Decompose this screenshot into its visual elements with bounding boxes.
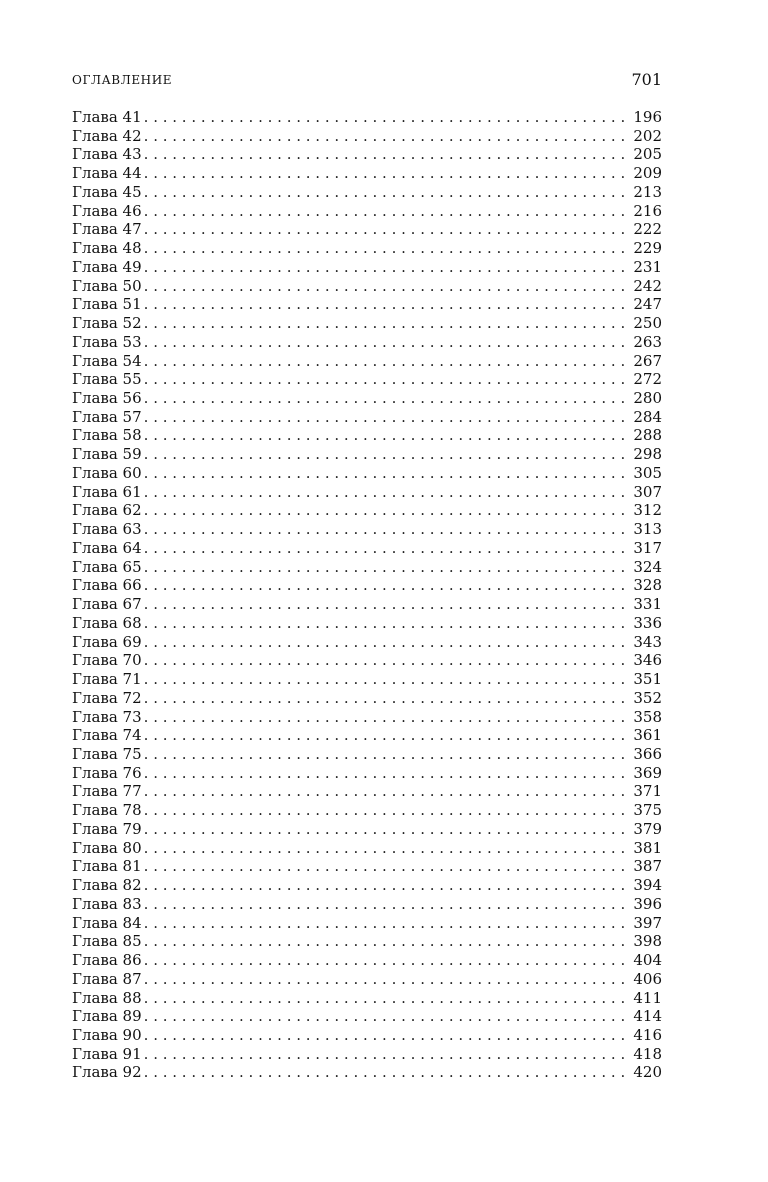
toc-entry [72,295,662,314]
toc-entry-label: Глава 70 [72,651,142,670]
toc-entry [72,689,662,708]
toc-entry-page: 343 [633,632,662,651]
toc-entry-page: 298 [633,445,662,464]
toc-entry [72,239,662,258]
toc-entry-page: 420 [633,1063,662,1082]
toc-entry-label: Глава 42 [72,126,142,145]
dot-leader [144,670,628,689]
dot-leader [144,520,628,539]
toc-entry [72,127,662,146]
toc-entry-label: Глава 52 [72,314,142,333]
toc-entry-label: Глава 69 [72,632,142,651]
toc-entry-page: 305 [633,463,662,482]
dot-leader [144,614,628,633]
toc-entry [72,764,662,783]
dot-leader [144,876,628,895]
running-head [72,70,662,92]
dot-leader [144,164,628,183]
toc-entry [72,520,662,539]
toc-entry-label: Глава 89 [72,1007,142,1026]
toc-entry [72,670,662,689]
dot-leader [144,651,628,670]
dot-leader [144,295,628,314]
toc-entry [72,389,662,408]
book-page [72,0,662,1182]
toc-entry-label: Глава 71 [72,670,142,689]
dot-leader [144,745,628,764]
toc-entry-page: 358 [633,707,662,726]
toc-entry [72,352,662,371]
toc-entry-page: 411 [633,988,662,1007]
toc-entry-page: 196 [633,108,662,126]
dot-leader [144,801,628,820]
toc-entry-page: 307 [633,482,662,501]
toc-entry-page: 418 [633,1044,662,1063]
table-of-contents [72,108,662,1082]
toc-entry-label: Глава 47 [72,220,142,239]
dot-leader [144,1026,628,1045]
toc-entry-page: 397 [633,913,662,932]
toc-entry-page: 288 [633,426,662,445]
toc-entry-page: 222 [633,220,662,239]
toc-entry [72,839,662,858]
toc-entry [72,726,662,745]
toc-entry [72,989,662,1008]
toc-entry-label: Глава 45 [72,182,142,201]
dot-leader [144,558,628,577]
toc-entry-page: 369 [633,763,662,782]
toc-entry-page: 396 [633,894,662,913]
toc-entry-page: 250 [633,314,662,333]
toc-entry-page: 387 [633,857,662,876]
toc-entry [72,314,662,333]
dot-leader [144,764,628,783]
toc-entry-label: Глава 44 [72,164,142,183]
toc-entry-page: 404 [633,951,662,970]
toc-entry [72,1026,662,1045]
dot-leader [144,145,628,164]
dot-leader [144,689,628,708]
toc-entry-page: 406 [633,969,662,988]
toc-entry-label: Глава 86 [72,951,142,970]
toc-entry-page: 352 [633,688,662,707]
toc-entry-page: 361 [633,726,662,745]
toc-entry [72,932,662,951]
toc-entry-page: 213 [633,182,662,201]
toc-entry-label: Глава 41 [72,108,142,126]
dot-leader [144,539,628,558]
dot-leader [144,258,628,277]
toc-entry [72,914,662,933]
toc-entry-page: 381 [633,838,662,857]
toc-entry-label: Глава 88 [72,988,142,1007]
toc-entry-page: 416 [633,1025,662,1044]
toc-entry [72,370,662,389]
toc-entry [72,970,662,989]
toc-entry [72,258,662,277]
dot-leader [144,108,628,127]
toc-entry-label: Глава 90 [72,1025,142,1044]
dot-leader [144,989,628,1008]
dot-leader [144,820,628,839]
toc-entry-page: 351 [633,670,662,689]
dot-leader [144,914,628,933]
toc-entry [72,895,662,914]
toc-entry-page: 284 [633,407,662,426]
toc-entry [72,745,662,764]
dot-leader [144,370,628,389]
toc-entry [72,614,662,633]
toc-entry-label: Глава 54 [72,351,142,370]
toc-entry-label: Глава 49 [72,257,142,276]
dot-leader [144,202,628,221]
toc-entry-label: Глава 76 [72,763,142,782]
toc-entry [72,1007,662,1026]
toc-entry [72,595,662,614]
toc-entry-page: 247 [633,295,662,314]
toc-entry [72,145,662,164]
toc-entry [72,576,662,595]
toc-entry-page: 366 [633,744,662,763]
toc-entry [72,333,662,352]
dot-leader [144,932,628,951]
toc-entry-page: 331 [633,595,662,614]
toc-entry-page: 313 [633,520,662,539]
toc-entry [72,801,662,820]
toc-entry-page: 272 [633,370,662,389]
dot-leader [144,782,628,801]
toc-entry-label: Глава 78 [72,801,142,820]
toc-entry [72,539,662,558]
toc-entry [72,876,662,895]
toc-entry-label: Глава 62 [72,501,142,520]
toc-entry-page: 414 [633,1007,662,1026]
toc-entry-page: 202 [633,126,662,145]
toc-entry-label: Глава 64 [72,538,142,557]
toc-entry-page: 267 [633,351,662,370]
dot-leader [144,183,628,202]
toc-entry [72,183,662,202]
toc-entry [72,1045,662,1064]
toc-entry-label: Глава 50 [72,276,142,295]
toc-entry-page: 312 [633,501,662,520]
toc-entry-label: Глава 81 [72,857,142,876]
dot-leader [144,501,628,520]
dot-leader [144,333,628,352]
toc-entry-label: Глава 48 [72,239,142,258]
toc-entry-label: Глава 75 [72,744,142,763]
toc-entry-page: 242 [633,276,662,295]
toc-entry-label: Глава 51 [72,295,142,314]
toc-entry [72,108,662,127]
page-number: 701 [631,70,662,89]
toc-entry-page: 263 [633,332,662,351]
dot-leader [144,464,628,483]
dot-leader [144,239,628,258]
dot-leader [144,951,628,970]
toc-entry-page: 394 [633,876,662,895]
toc-entry [72,445,662,464]
dot-leader [144,839,628,858]
toc-entry [72,202,662,221]
toc-entry-label: Глава 77 [72,782,142,801]
dot-leader [144,1045,628,1064]
toc-entry [72,501,662,520]
dot-leader [144,445,628,464]
toc-entry-label: Глава 72 [72,688,142,707]
toc-entry-page: 229 [633,239,662,258]
toc-entry [72,633,662,652]
toc-entry-label: Глава 84 [72,913,142,932]
toc-entry [72,1063,662,1082]
toc-entry-label: Глава 92 [72,1063,142,1082]
toc-entry [72,558,662,577]
dot-leader [144,633,628,652]
toc-entry-label: Глава 73 [72,707,142,726]
dot-leader [144,1007,628,1026]
dot-leader [144,277,628,296]
toc-entry-page: 371 [633,782,662,801]
dot-leader [144,483,628,502]
toc-entry [72,708,662,727]
toc-entry [72,426,662,445]
toc-entry-label: Глава 65 [72,557,142,576]
toc-entry-page: 317 [633,538,662,557]
toc-entry-page: 375 [633,801,662,820]
toc-entry [72,951,662,970]
toc-entry-label: Глава 57 [72,407,142,426]
dot-leader [144,1063,628,1082]
toc-entry-label: Глава 56 [72,389,142,408]
toc-entry-label: Глава 79 [72,819,142,838]
toc-entry [72,220,662,239]
toc-entry [72,857,662,876]
dot-leader [144,726,628,745]
dot-leader [144,576,628,595]
toc-entry [72,408,662,427]
toc-entry-label: Глава 59 [72,445,142,464]
toc-entry-label: Глава 85 [72,932,142,951]
toc-entry-page: 346 [633,651,662,670]
toc-entry-label: Глава 80 [72,838,142,857]
toc-entry-label: Глава 82 [72,876,142,895]
toc-entry-page: 328 [633,576,662,595]
dot-leader [144,595,628,614]
toc-entry-page: 280 [633,389,662,408]
dot-leader [144,895,628,914]
toc-entry [72,820,662,839]
dot-leader [144,426,628,445]
toc-entry [72,483,662,502]
dot-leader [144,408,628,427]
section-title: ОГЛАВЛЕНИЕ [72,73,173,87]
toc-entry [72,782,662,801]
toc-entry-label: Глава 53 [72,332,142,351]
toc-entry-page: 336 [633,613,662,632]
dot-leader [144,220,628,239]
toc-entry-label: Глава 74 [72,726,142,745]
toc-entry-label: Глава 46 [72,201,142,220]
toc-entry [72,651,662,670]
toc-entry-page: 398 [633,932,662,951]
toc-entry [72,164,662,183]
toc-entry-page: 324 [633,557,662,576]
dot-leader [144,352,628,371]
dot-leader [144,127,628,146]
toc-entry-page: 209 [633,164,662,183]
toc-entry-label: Глава 60 [72,463,142,482]
toc-entry-label: Глава 63 [72,520,142,539]
toc-entry-label: Глава 55 [72,370,142,389]
toc-entry-label: Глава 83 [72,894,142,913]
dot-leader [144,389,628,408]
toc-entry-label: Глава 58 [72,426,142,445]
dot-leader [144,970,628,989]
toc-entry-label: Глава 68 [72,613,142,632]
toc-entry-label: Глава 66 [72,576,142,595]
toc-entry-label: Глава 91 [72,1044,142,1063]
toc-entry-page: 216 [633,201,662,220]
toc-entry-page: 231 [633,257,662,276]
toc-entry-page: 379 [633,819,662,838]
toc-entry [72,277,662,296]
dot-leader [144,314,628,333]
dot-leader [144,857,628,876]
toc-entry-page: 205 [633,145,662,164]
toc-entry-label: Глава 67 [72,595,142,614]
dot-leader [144,708,628,727]
toc-entry [72,464,662,483]
toc-entry-label: Глава 61 [72,482,142,501]
toc-entry-label: Глава 43 [72,145,142,164]
toc-entry-label: Глава 87 [72,969,142,988]
